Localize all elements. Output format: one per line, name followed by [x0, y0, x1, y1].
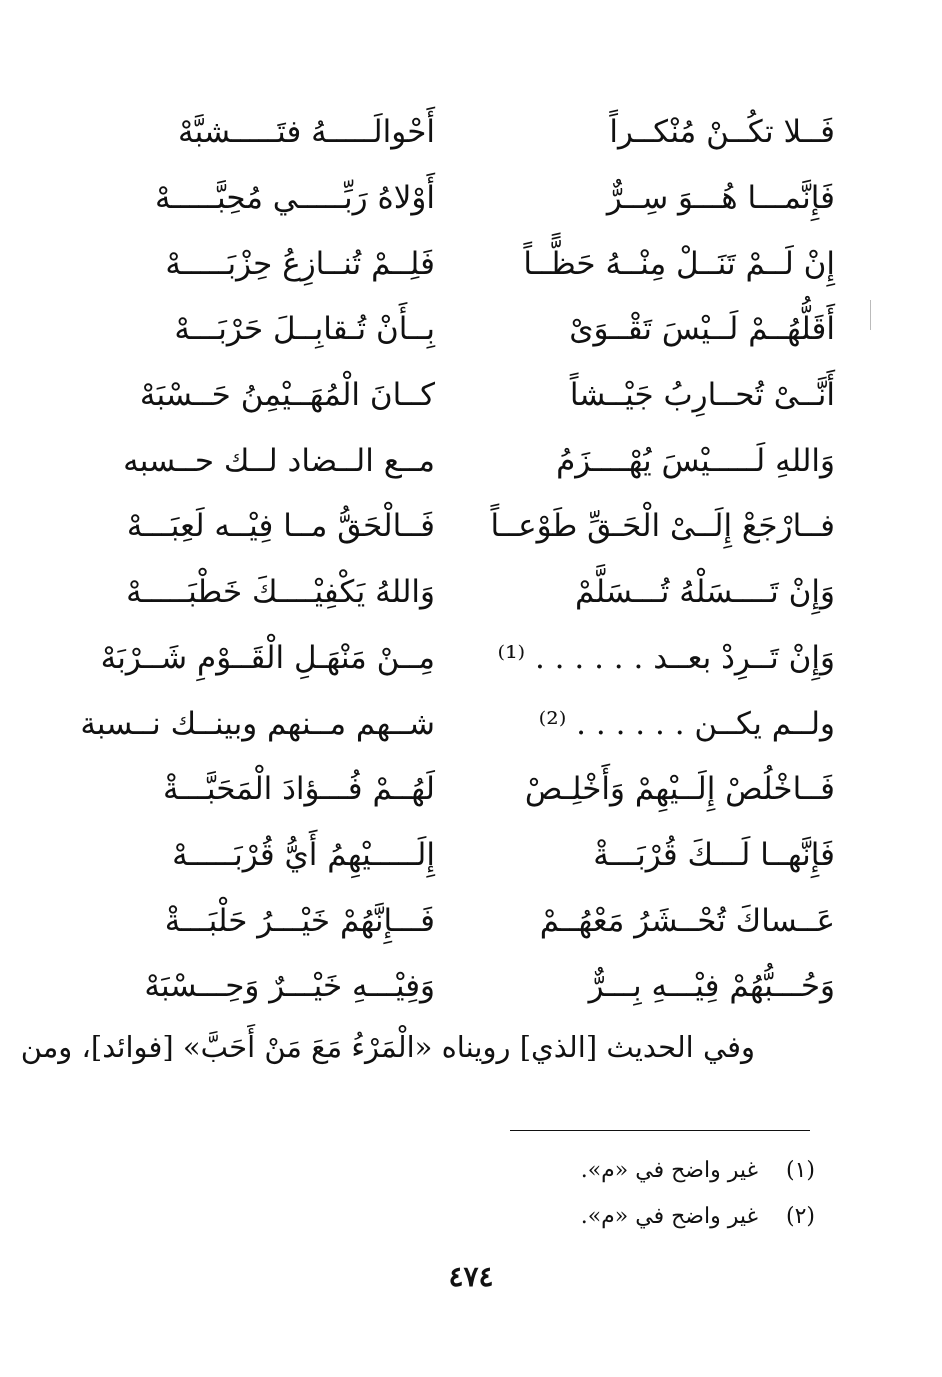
verse-first-hemistich: وَإِنْ تَــــسَلْهُ تُـــسَلَّمْ: [575, 574, 835, 611]
footnote: [480, 1148, 815, 1194]
verse: [100, 757, 835, 823]
verse-first-hemistich: فَإِنَّهــا لَـــكَ قُرْبَـــةْ: [593, 836, 835, 873]
verse-first-hemistich: وَحُـــبُّهُمْ فِيْـــهِ بِـــرٌّ: [588, 968, 835, 1005]
verse: [100, 888, 835, 954]
footnotes: [480, 1148, 815, 1240]
verse-second-hemistich: بِــأَنْ تُـقابِــلَ حَرْبَـــهْ: [174, 311, 435, 348]
verse: [80, 691, 835, 757]
verse-first-hemistich: فَــاخْلُصْ إِلَــيْهِمْ وَأَخْلِـصْ: [524, 771, 835, 808]
verse-second-hemistich: فَــالْحَقُّ مــا فِيْــه لَعِبَـــهْ: [126, 508, 435, 545]
verse: [100, 363, 835, 429]
verse-first-hemistich: فــارْجَعْ إِلَــىْ الْحَـقِّ طَوْعــاً: [490, 508, 835, 545]
verse-second-hemistich: لَهُــمْ فُـــؤادَ الْمَحَبَّـــةْ: [163, 771, 435, 808]
prose-line: وفي الحديث [الذي] رويناه «الْمَرْءُ مَعَ مَنْ أَحَبَّ» [فوائد]، ومن: [20, 1030, 755, 1064]
verse-first-hemistich: وَإِنْ تَــرِدْ بعــد . . . . . . ⁽¹⁾: [497, 639, 835, 676]
verse-second-hemistich: فَـــإِنَّهُمْ خَيْـــرُ حَلْبَـــةْ: [164, 902, 435, 939]
verse: [100, 626, 835, 692]
verse: [100, 954, 835, 1020]
verse: [100, 560, 835, 626]
verse-first-hemistich: أَنَّــىْ تُحــارِبُ جَيْــشاً: [569, 377, 835, 414]
verse-first-hemistich: وَاللهِ لَـــــيْسَ يُهْــــزَمُ: [556, 442, 835, 479]
footnote-number: (٢): [785, 1204, 815, 1229]
verse: [100, 231, 835, 297]
poem: [80, 100, 835, 1020]
verse-second-hemistich: وَاللهُ يَكْفِيْــــكَ خَطْبَـــــهْ: [126, 574, 435, 611]
verse-first-hemistich: ولــم يكــن . . . . . . ⁽²⁾: [538, 705, 835, 742]
verse-first-hemistich: عَــساكَ تُحْــشَرُ مَعْهُــمْ: [539, 902, 835, 939]
verse: [100, 297, 835, 363]
verse: [100, 100, 835, 166]
verse: [100, 166, 835, 232]
verse-first-hemistich: أَقَلُّهُــمْ لَــيْسَ تَقْــوَىْ: [569, 311, 835, 348]
footnote-separator: [510, 1130, 810, 1131]
scan-margin-mark: [870, 300, 871, 330]
verse: [100, 494, 835, 560]
verse: [100, 428, 835, 494]
verse-second-hemistich: إِلَـــــيْهِمُ أَيُّ قُرْبَـــــهْ: [172, 836, 435, 873]
page-number: ٤٧٤: [448, 1260, 494, 1293]
footnote-text: غير واضح في «م».: [580, 1158, 758, 1183]
footnote-number: (١): [785, 1158, 815, 1183]
footnote-text: غير واضح في «م».: [580, 1204, 758, 1229]
verse-second-hemistich: مــع الــضاد لــك حــسبه: [123, 442, 435, 479]
verse-second-hemistich: كــانَ الْمُهَــيْمِنُ حَــسْبَهْ: [139, 377, 435, 414]
verse-second-hemistich: وَفِيْـــهِ خَيْـــرٌ وَحِـــسْبَهْ: [144, 968, 435, 1005]
verse-second-hemistich: شــهم مــنهم وبينــك نــسبة: [80, 705, 435, 742]
verse-first-hemistich: إِنْ لَــمْ تَنَــلْ مِنْــهُ حَظًّــاً: [523, 245, 835, 282]
verse-first-hemistich: فَإِنَّمـــا هُـــوَ سِــرٌّ: [606, 180, 835, 217]
verse: [100, 823, 835, 889]
verse-second-hemistich: فَلِــمْ تُنــازِعُ حِزْبَـــــهْ: [165, 245, 435, 282]
footnote: [480, 1194, 815, 1240]
verse-first-hemistich: فَــلا تكُــنْ مُنْكــراً: [609, 114, 835, 151]
verse-second-hemistich: أَوْلاهُ رَبِّـــــي مُحِبَّـــــهْ: [154, 180, 435, 217]
verse-second-hemistich: مِــنْ مَنْهَـلِ الْقَــوْمِ شَــرْبَهْ: [100, 639, 435, 676]
verse-second-hemistich: أَحْوالَـــــهُ فتَـــــشبَّهْ: [178, 114, 435, 151]
